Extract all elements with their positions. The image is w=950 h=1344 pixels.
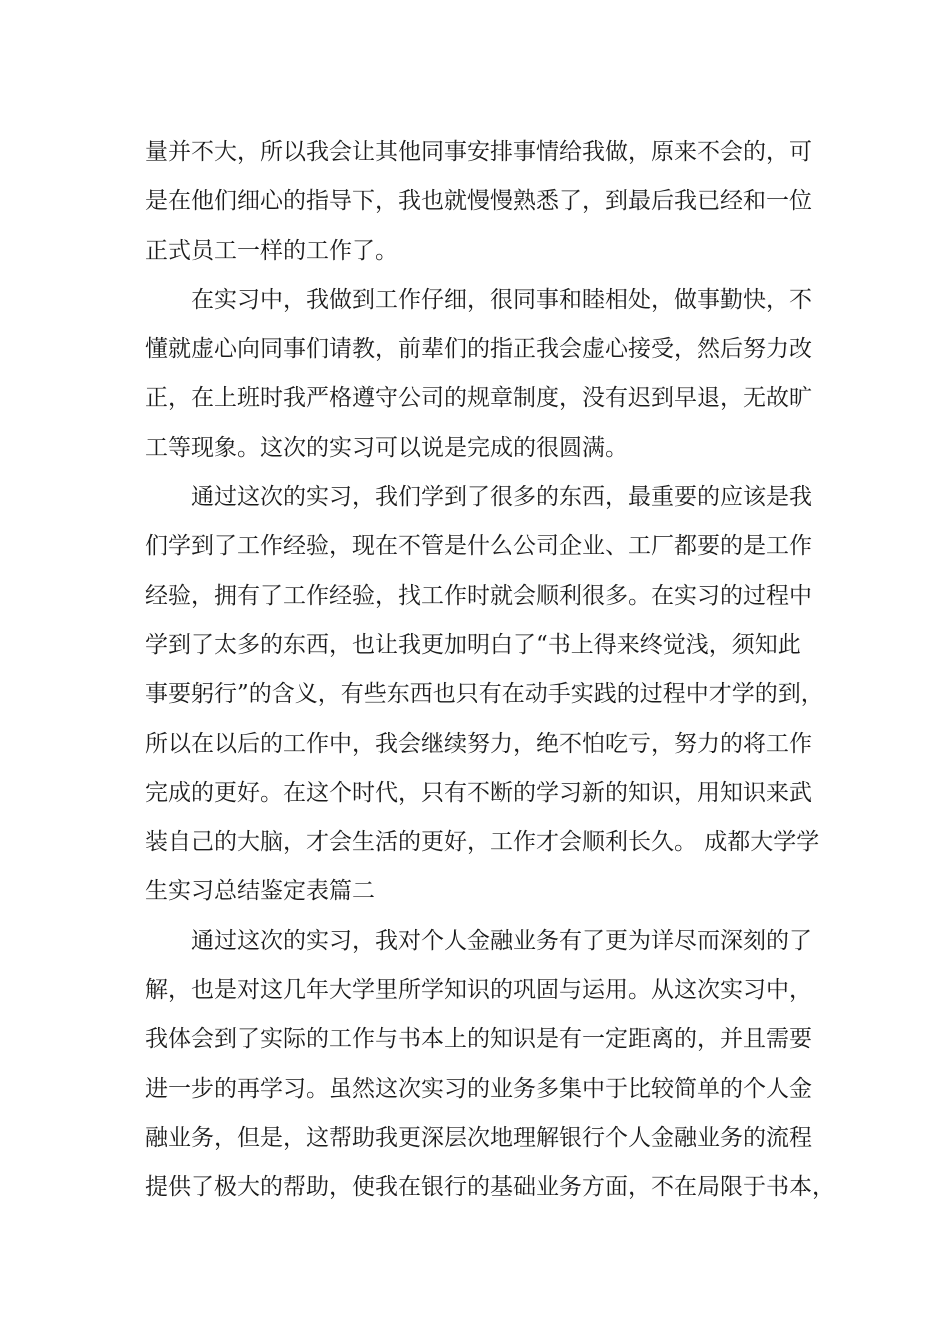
text-line: 懂就虚心向同事们请教，前辈们的指正我会虚心接受，然后努力改 (145, 336, 812, 363)
text-line: 事要躬行”的含义，有些东西也只有在动手实践的过程中才学的到， (145, 681, 824, 708)
text-line: 量并不大，所以我会让其他同事安排事情给我做，原来不会的，可 (145, 139, 812, 165)
text-line: 是在他们细心的指导下，我也就慢慢熟悉了，到最后我已经和一位 (145, 188, 812, 215)
text-line: 工等现象。这次的实习可以说是完成的很圆满。 (145, 434, 628, 461)
text-line: 我体会到了实际的工作与书本上的知识是有一定距离的，并且需要 (145, 1026, 812, 1053)
text-line: 装自己的大脑，才会生活的更好，工作才会顺利长久。 成都大学学 (145, 829, 820, 856)
text-line: 经验，拥有了工作经验，找工作时就会顺利很多。在实习的过程中 (145, 582, 812, 609)
document-body (145, 128, 835, 1213)
paragraph-start-line: 通过这次的实习，我们学到了很多的东西，最重要的应该是我 (191, 484, 812, 511)
paragraph-start-line: 通过这次的实习，我对个人金融业务有了更为详尽而深刻的了 (191, 927, 812, 954)
text-line: 学到了太多的东西，也让我更加明白了“书上得来终觉浅，须知此 (145, 631, 801, 658)
text-line: 提供了极大的帮助，使我在银行的基础业务方面，不在局限于书本， (145, 1174, 835, 1201)
text-line: 融业务，但是，这帮助我更深层次地理解银行个人金融业务的流程 (145, 1124, 812, 1151)
text-line: 进一步的再学习。虽然这次实习的业务多集中于比较简单的个人金 (145, 1075, 812, 1102)
text-line: 完成的更好。在这个时代，只有不断的学习新的知识，用知识来武 (145, 779, 812, 806)
text-line: 生实习总结鉴定表篇二 (145, 878, 375, 905)
text-line: 正，在上班时我严格遵守公司的规章制度，没有迟到早退，无故旷 (145, 385, 812, 412)
text-line: 所以在以后的工作中，我会继续努力，绝不怕吃亏，努力的将工作 (145, 730, 812, 757)
paragraph-start-line: 在实习中，我做到工作仔细，很同事和睦相处，做事勤快，不 (191, 286, 812, 313)
text-line: 正式员工一样的工作了。 (145, 237, 398, 264)
text-line: 们学到了工作经验，现在不管是什么公司企业、工厂都要的是工作 (145, 533, 812, 560)
text-line: 解，也是对这几年大学里所学知识的巩固与运用。从这次实习中， (145, 977, 812, 1004)
